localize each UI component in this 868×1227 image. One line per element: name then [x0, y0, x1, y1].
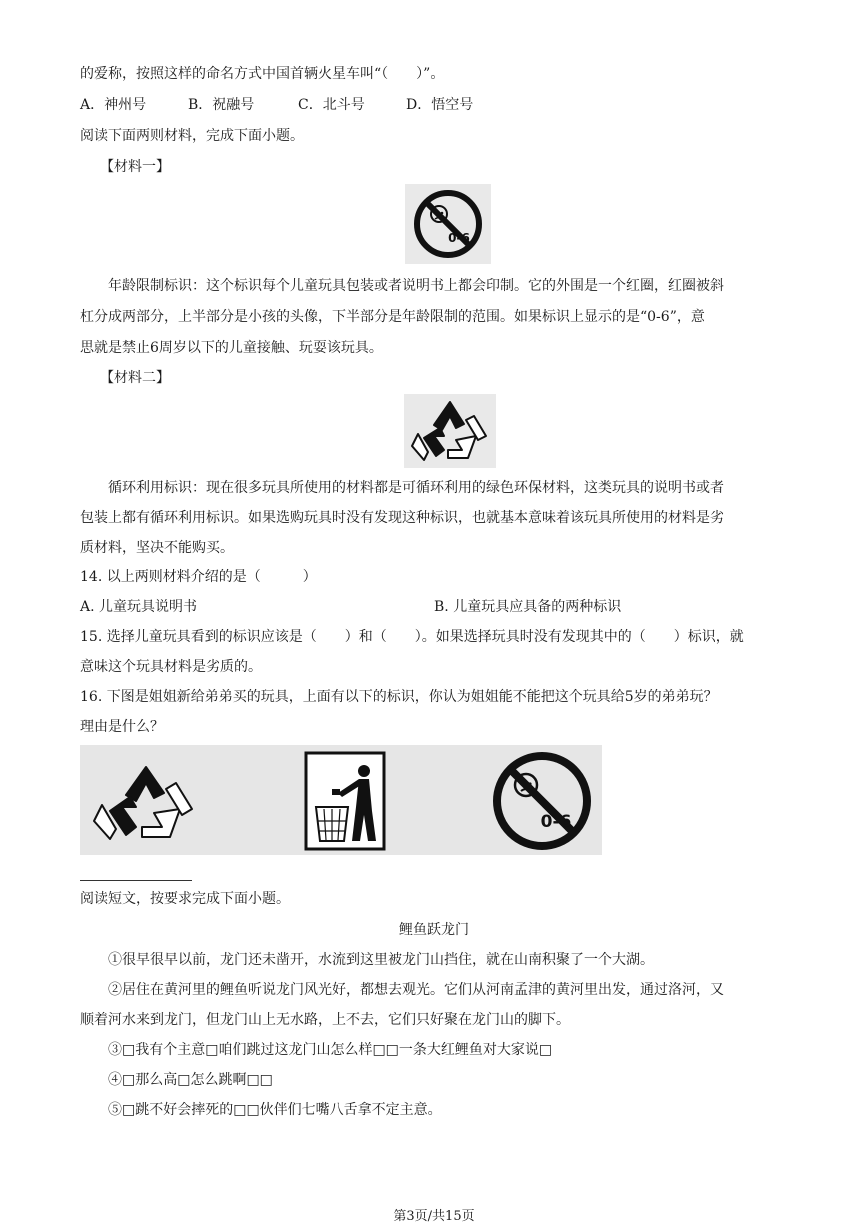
q16-line-1: 16. 下图是姐姐新给弟弟买的玩具，上面有以下的标识，你认为姐姐能不能把这个玩具给5岁的弟弟玩？: [80, 689, 718, 705]
reading1-intro: 阅读下面两则材料，完成下面小题。: [80, 128, 304, 144]
q13-option-b: B．祝融号: [188, 97, 255, 113]
age-limit-figure: [405, 184, 491, 264]
paragraph-3: ③□我有个主意□咱们跳过这龙门山怎么样□□一条大红鲤鱼对大家说□: [108, 1042, 553, 1058]
material2-line-2: 包装上都有循环利用标识。如果选购玩具时没有发现这种标识，也就基本意味着该玩具所使用的材料是劣: [80, 510, 724, 526]
material2-title: 【材料二】: [100, 370, 170, 386]
q16-line-2: 理由是什么？: [80, 719, 164, 735]
q15-line-2: 意味这个玩具材料是劣质的。: [80, 659, 262, 675]
paragraph-5: ⑤□跳不好会摔死的□□伙伴们七嘴八舌拿不定主意。: [108, 1102, 442, 1118]
recycle-figure: [404, 394, 496, 468]
answer-divider: [80, 880, 192, 881]
material2-line-1: 循环利用标识：现在很多玩具所使用的材料都是可循环利用的绿色环保材料，这类玩具的说明书或者: [108, 480, 724, 496]
material1-line-1: 年龄限制标识：这个标识每个儿童玩具包装或者说明书上都会印制。它的外围是一个红圈，红圈被斜: [108, 278, 724, 294]
page-footer: 第3页/共15页: [393, 1209, 475, 1224]
age-limit-icon: [405, 184, 491, 264]
paragraph-2-line-2: 顺着河水来到龙门，但龙门山上无水路，上不去，它们只好聚在龙门山的脚下。: [80, 1012, 570, 1028]
material2-line-3: 质材料，坚决不能购买。: [80, 540, 234, 556]
q14-option-b: B. 儿童玩具应具备的两种标识: [434, 599, 622, 615]
age-limit-icon-label: 0-6: [448, 231, 470, 245]
recycle-icon: [404, 394, 496, 468]
q15-line-1: 15. 选择儿童玩具看到的标识应该是（ ）和（ ）。如果选择玩具时没有发现其中的（ ）标识，就: [80, 629, 744, 645]
age-limit-icon: [497, 756, 587, 846]
q13-option-d: D．悟空号: [406, 97, 474, 113]
recycle-icon: [94, 767, 192, 839]
material1-line-3: 思就是禁止6周岁以下的儿童接触、玩耍该玩具。: [80, 340, 383, 356]
reading2-title: 鲤鱼跃龙门: [399, 922, 469, 938]
q13-option-c: C．北斗号: [298, 97, 365, 113]
material1-title: 【材料一】: [100, 159, 170, 175]
q13-option-a: A．神州号: [80, 97, 147, 113]
q14-option-a: A. 儿童玩具说明书: [80, 599, 198, 615]
q14-stem: 14. 以上两则材料介绍的是（ ）: [80, 569, 317, 585]
trash-bin-icon: [306, 753, 384, 849]
age-limit-icon-label: 0-6: [540, 812, 572, 832]
paragraph-1: ①很早很早以前，龙门还未凿开，水流到这里被龙门山挡住，就在山南积聚了一个大湖。: [108, 952, 654, 968]
toy-labels-figure: [80, 745, 602, 855]
paragraph-4: ④□那么高□怎么跳啊□□: [108, 1072, 273, 1088]
q13-options: [80, 95, 473, 115]
q13-stem-tail: 的爱称，按照这样的命名方式中国首辆火星车叫“（ ）”。: [80, 66, 445, 82]
reading2-intro: 阅读短文，按要求完成下面小题。: [80, 891, 290, 907]
paragraph-2-line-1: ②居住在黄河里的鲤鱼听说龙门风光好，都想去观光。它们从河南孟津的黄河里出发，通过洛河，又: [108, 982, 724, 998]
material1-line-2: 杠分成两部分，上半部分是小孩的头像，下半部分是年龄限制的范围。如果标识上显示的是“0-6”，意: [80, 309, 705, 325]
toy-labels-strip: [80, 745, 602, 855]
